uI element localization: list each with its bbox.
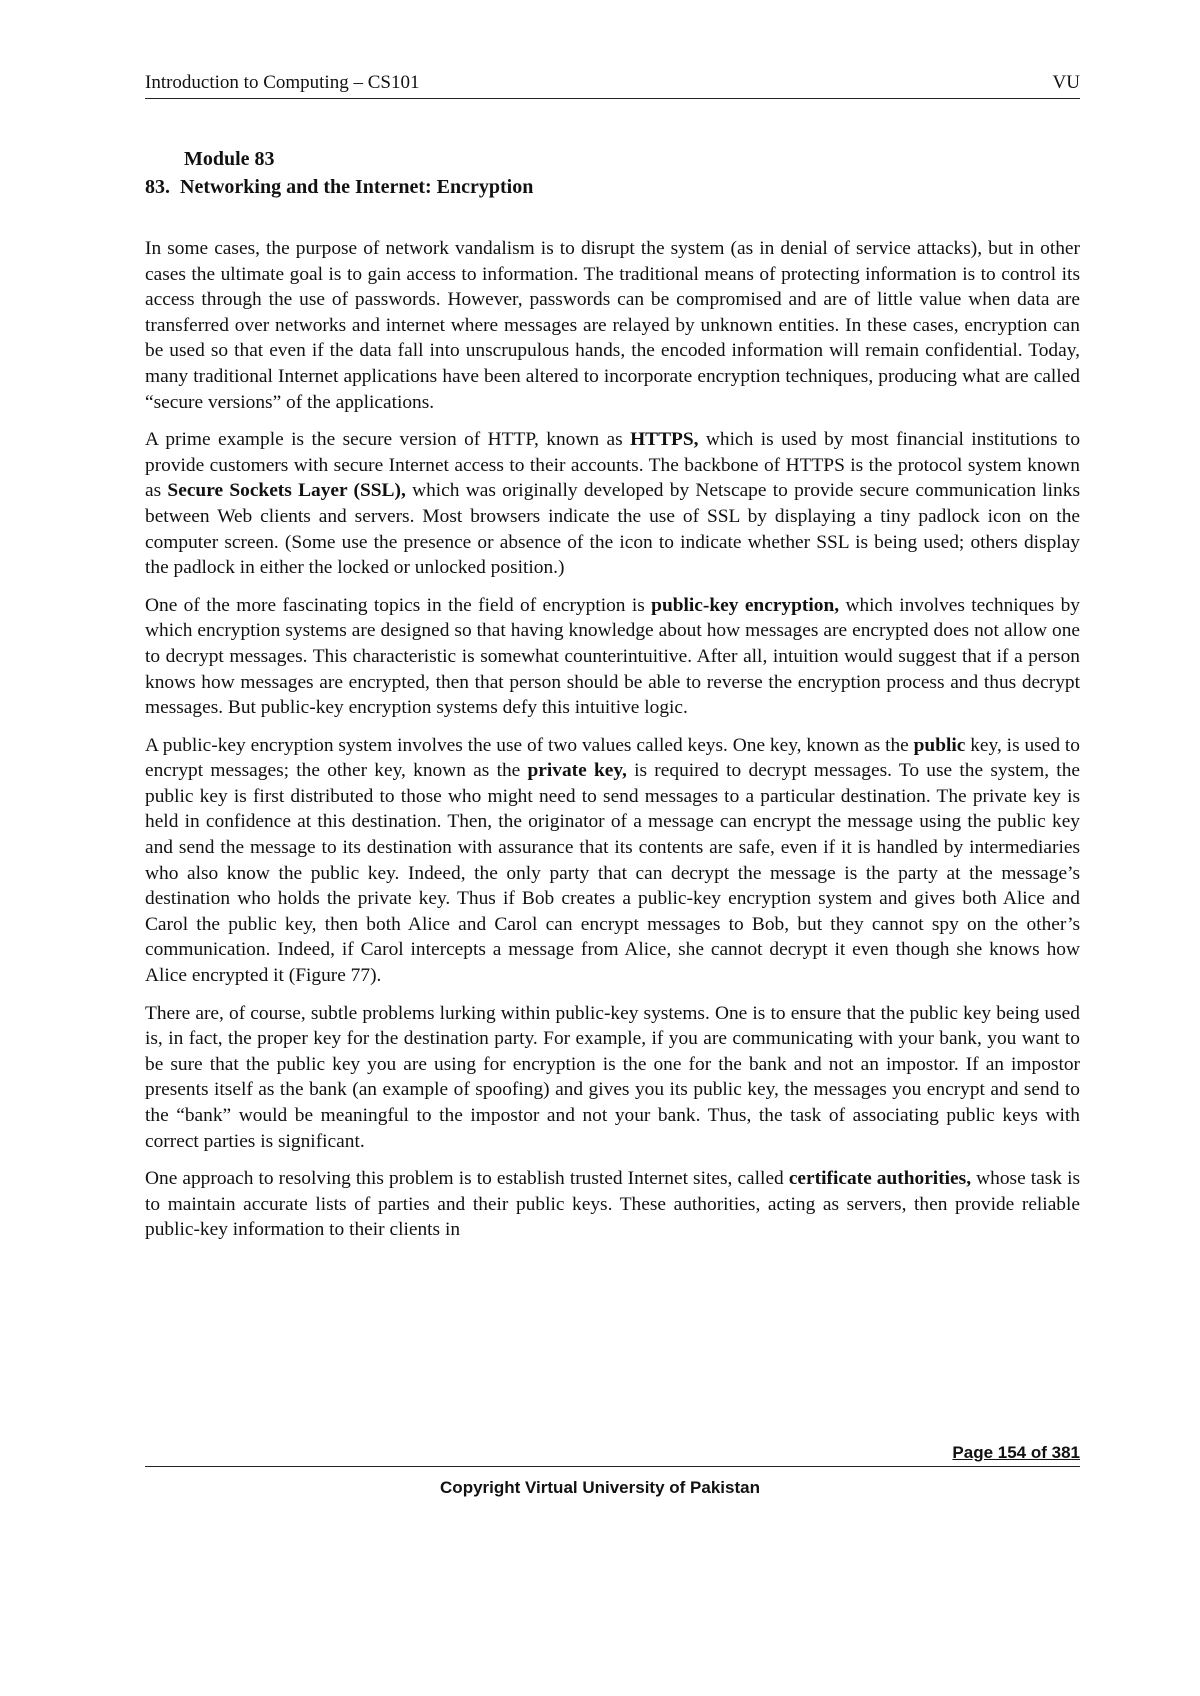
- paragraph-6: One approach to resolving this problem is to establish trusted Internet sites, called certificate authorities, whose task is to maintain accurate lists of parties and their public keys. These authorities, acting as servers, then provide reliable public-key information to their clients in: [145, 1168, 1080, 1241]
- page-number: Page 154 of 381: [952, 1443, 1080, 1462]
- paragraph-4: A public-key encryption system involves the use of two values called keys. One key, known as the public key, is used to encrypt messages; the other key, known as the private key, is required to decrypt messages. To use the system, the public key is first distributed to those who might need to send messages to a particular destination. The private key is held in confidence at this destination. Then, the originator of a message can encrypt the message using the public key and send the message to its destination with assurance that its contents are safe, even if it is handled by intermediaries who also know the public key. Indeed, the only party that can decrypt the message is the party at the message’s destination who holds the private key. Thus if Bob creates a public-key encryption system and gives both Alice and Carol the public key, then both Alice and Carol can encrypt messages to Bob, but they cannot spy on the other’s communication. Indeed, if Carol intercepts a message from Alice, she cannot decrypt it even though she knows how Alice encrypted it (Figure 77).: [145, 734, 1080, 987]
- page-header: [145, 72, 1080, 99]
- university-abbrev: VU: [1052, 72, 1080, 93]
- paragraph-2: A prime example is the secure version of HTTP, known as HTTPS, which is used by most financial institutions to provide customers with secure Internet access to their accounts. The backbone of HTTPS is the protocol system known as Secure Sockets Layer (SSL), which was originally developed by Netscape to provide secure communication links between Web clients and servers. Most browsers indicate the use of SSL by displaying a tiny padlock icon on the computer screen. (Some use the presence or absence of the icon to indicate whether SSL is being used; others display the padlock in either the locked or unlocked position.): [145, 429, 1081, 579]
- paragraph-1: In some cases, the purpose of network vandalism is to disrupt the system (as in denial of service attacks), but in other cases the ultimate goal is to gain access to information. The traditional means of protecting information is to control its access through the use of passwords. However, passwords can be compromised and are of little value when data are transferred over networks and internet where messages are relayed by unknown entities. In these cases, encryption can be used so that even if the data fall into unscrupulous hands, the encoded information will remain confidential. Today, many traditional Internet applications have been altered to incorporate encryption techniques, producing what are called “secure versions” of the applications.: [145, 238, 1080, 413]
- document-body: [145, 236, 1080, 1255]
- paragraph-3: One of the more fascinating topics in the field of encryption is public-key encryption, which involves techniques by which encryption systems are designed so that having knowledge about how messages are encrypted does not allow one to decrypt messages. This characteristic is somewhat counterintuitive. After all, intuition would suggest that if a person knows how messages are encrypted, then that person should be able to reverse the encryption process and thus decrypt messages. But public-key encryption systems defy this intuitive logic.: [145, 594, 1080, 719]
- term-ssl: Secure Sockets Layer (SSL),: [167, 480, 406, 502]
- term-https: HTTPS,: [630, 429, 699, 451]
- term-public: public: [913, 734, 966, 756]
- module-label: Module 83: [184, 148, 275, 170]
- section-title: [145, 176, 533, 199]
- term-certificate-authorities: certificate authorities,: [788, 1168, 972, 1190]
- course-title: Introduction to Computing – CS101: [145, 72, 420, 93]
- section-number: 83.: [145, 176, 170, 198]
- term-private-key: private key,: [527, 760, 627, 782]
- term-public-key-encryption: public-key encryption,: [651, 594, 840, 616]
- section-heading: Networking and the Internet: Encryption: [180, 176, 534, 198]
- paragraph-5: There are, of course, subtle problems lurking within public-key systems. One is to ensure that the public key being used is, in fact, the proper key for the destination party. For example, if you are communicating with your bank, you want to be sure that the public key you are using for encryption is the one for the bank and not an impostor. If an impostor presents itself as the bank (an example of spoofing) and gives you its public key, the messages you encrypt and send to the “bank” would be meaningful to the impostor and not your bank. Thus, the task of associating public keys with correct parties is significant.: [145, 1002, 1080, 1152]
- copyright-notice: Copyright Virtual University of Pakistan: [440, 1478, 760, 1497]
- footer-divider: [145, 1466, 1080, 1467]
